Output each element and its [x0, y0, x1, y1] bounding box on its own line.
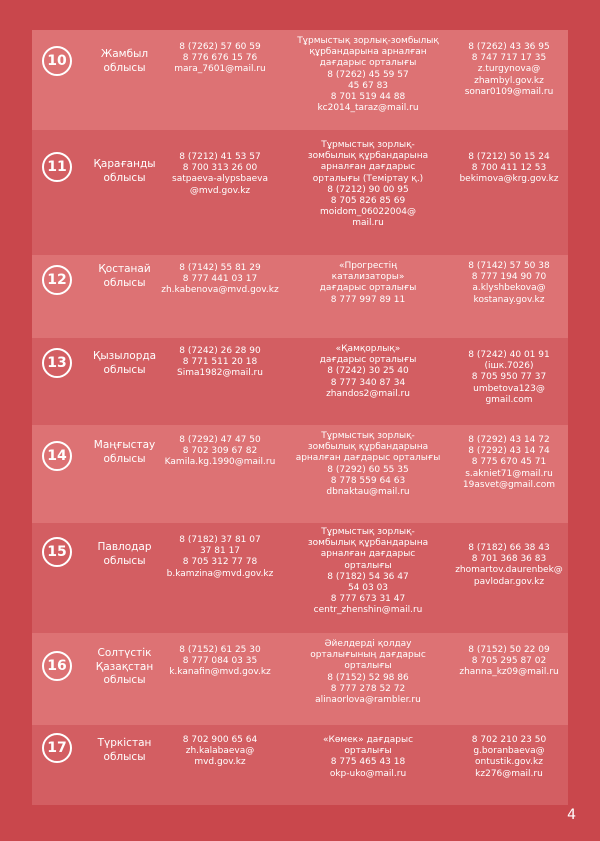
- region-name: Жамбыл облысы: [100, 48, 149, 74]
- page-number: 4: [567, 807, 576, 823]
- row-number-badge: 17: [42, 733, 72, 763]
- police-contacts: 8 (7292) 47 47 50 8 702 309 67 82 Kamila.kg.1990@mail.ru: [164, 435, 276, 468]
- crisis-center-contacts: «Қамқорлық» дағдарыс орталығы 8 (7242) 30 25 40 8 777 340 87 34 zhandos2@mail.ru: [319, 344, 417, 399]
- row-number-badge: 10: [42, 46, 72, 76]
- region-name: Павлодар облысы: [97, 541, 152, 567]
- contacts-table: [32, 30, 568, 805]
- table-row: [32, 255, 568, 338]
- crisis-center-contacts: Тұрмыстық зорлық- зомбылық құрбандарына арналған дағдарыс орталығы 8 (7292) 60 55 35 8 778 559 64 63 dbnaktau@mail.ru: [295, 431, 441, 498]
- akimat-contacts: 8 (7242) 40 01 91 (ішк.7026) 8 705 950 77 37 umbetova123@ gmail.com: [468, 350, 550, 405]
- akimat-contacts: 8 (7152) 50 22 09 8 705 295 87 02 zhanna_kz09@mail.ru: [459, 645, 559, 678]
- table-row: [32, 633, 568, 725]
- police-contacts: 8 (7242) 26 28 90 8 771 511 20 18 Sima1982@mail.ru: [177, 346, 263, 379]
- police-contacts: 8 702 900 65 64 zh.kalabaeva@ mvd.gov.kz: [182, 735, 258, 768]
- police-contacts: 8 (7152) 61 25 30 8 777 084 03 35 k.kanafin@mvd.gov.kz: [169, 645, 271, 678]
- crisis-center-contacts: «Көмек» дағдарыс орталығы 8 775 465 43 18 okp-uko@mail.ru: [322, 735, 414, 779]
- crisis-center-contacts: Әйелдерді қолдау орталығының дағдарыс орталығы 8 (7152) 52 98 86 8 777 278 52 72 alinaorlova@rambler.ru: [310, 639, 426, 706]
- akimat-contacts: 8 (7182) 66 38 43 8 701 368 36 83 zhomartov.daurenbek@ pavlodar.gov.kz: [455, 543, 563, 587]
- police-contacts: 8 (7182) 37 81 07 37 81 17 8 705 312 77 78 b.kamzina@mvd.gov.kz: [166, 535, 274, 579]
- row-number-badge: 14: [42, 441, 72, 471]
- akimat-contacts: 8 (7262) 43 36 95 8 747 717 17 35 z.turgynova@ zhambyl.gov.kz sonar0109@mail.ru: [464, 42, 554, 97]
- police-contacts: 8 (7142) 55 81 29 8 777 441 03 17 zh.kabenova@mvd.gov.kz: [161, 263, 279, 296]
- crisis-center-contacts: Тұрмыстық зорлық- зомбылық құрбандарына арналған дағдарыс орталығы 8 (7182) 54 36 47 54 03 03 8 777 673 31 47 centr_zhenshin@mail.ru: [307, 527, 429, 616]
- row-number-badge: 15: [42, 537, 72, 567]
- region-name: Түркістан облысы: [97, 737, 152, 763]
- table-row: [32, 523, 568, 633]
- table-row: [32, 130, 568, 255]
- crisis-center-contacts: Тұрмыстық зорлық-зомбылық құрбандарына арналған дағдарыс орталығы 8 (7262) 45 59 57 45 67 83 8 701 519 44 88 kc2014_taraz@mail.ru: [297, 36, 439, 114]
- row-number-badge: 12: [42, 265, 72, 295]
- row-number-badge: 13: [42, 348, 72, 378]
- akimat-contacts: 8 (7292) 43 14 72 8 (7292) 43 14 74 8 775 670 45 71 s.akniet71@mail.ru 19asvet@gmail.com: [462, 435, 556, 490]
- crisis-center-contacts: Тұрмыстық зорлық- зомбылық құрбандарына арналған дағдарыс орталығы (Теміртау қ.) 8 (7212) 90 00 95 8 705 826 85 69 moidom_06022004@ mail.ru: [307, 140, 429, 229]
- table-row: [32, 425, 568, 523]
- region-name: Қарағанды облысы: [93, 158, 156, 184]
- akimat-contacts: 8 (7212) 50 15 24 8 700 411 12 53 bekimova@krg.gov.kz: [459, 152, 559, 185]
- region-name: Маңғыстау облысы: [93, 439, 156, 465]
- crisis-center-contacts: «Прогрестің катализаторы» дағдарыс орталығы 8 777 997 89 11: [319, 261, 417, 305]
- table-row: [32, 30, 568, 130]
- akimat-contacts: 8 (7142) 57 50 38 8 777 194 90 70 a.klyshbekova@ kostanay.gov.kz: [468, 261, 550, 305]
- akimat-contacts: 8 702 210 23 50 g.boranbaeva@ ontustik.gov.kz kz276@mail.ru: [471, 735, 547, 779]
- region-name: Солтүстік Қазақстан облысы: [95, 647, 154, 686]
- table-row: [32, 338, 568, 425]
- region-name: Қостанай облысы: [98, 263, 151, 289]
- table-row: [32, 725, 568, 805]
- police-contacts: 8 (7262) 57 60 59 8 776 676 15 76 mara_7601@mail.ru: [174, 42, 266, 75]
- police-contacts: 8 (7212) 41 53 57 8 700 313 26 00 satpaeva-alypsbaeva @mvd.gov.kz: [172, 152, 268, 196]
- region-name: Қызылорда облысы: [92, 350, 157, 376]
- row-number-badge: 11: [42, 152, 72, 182]
- row-number-badge: 16: [42, 651, 72, 681]
